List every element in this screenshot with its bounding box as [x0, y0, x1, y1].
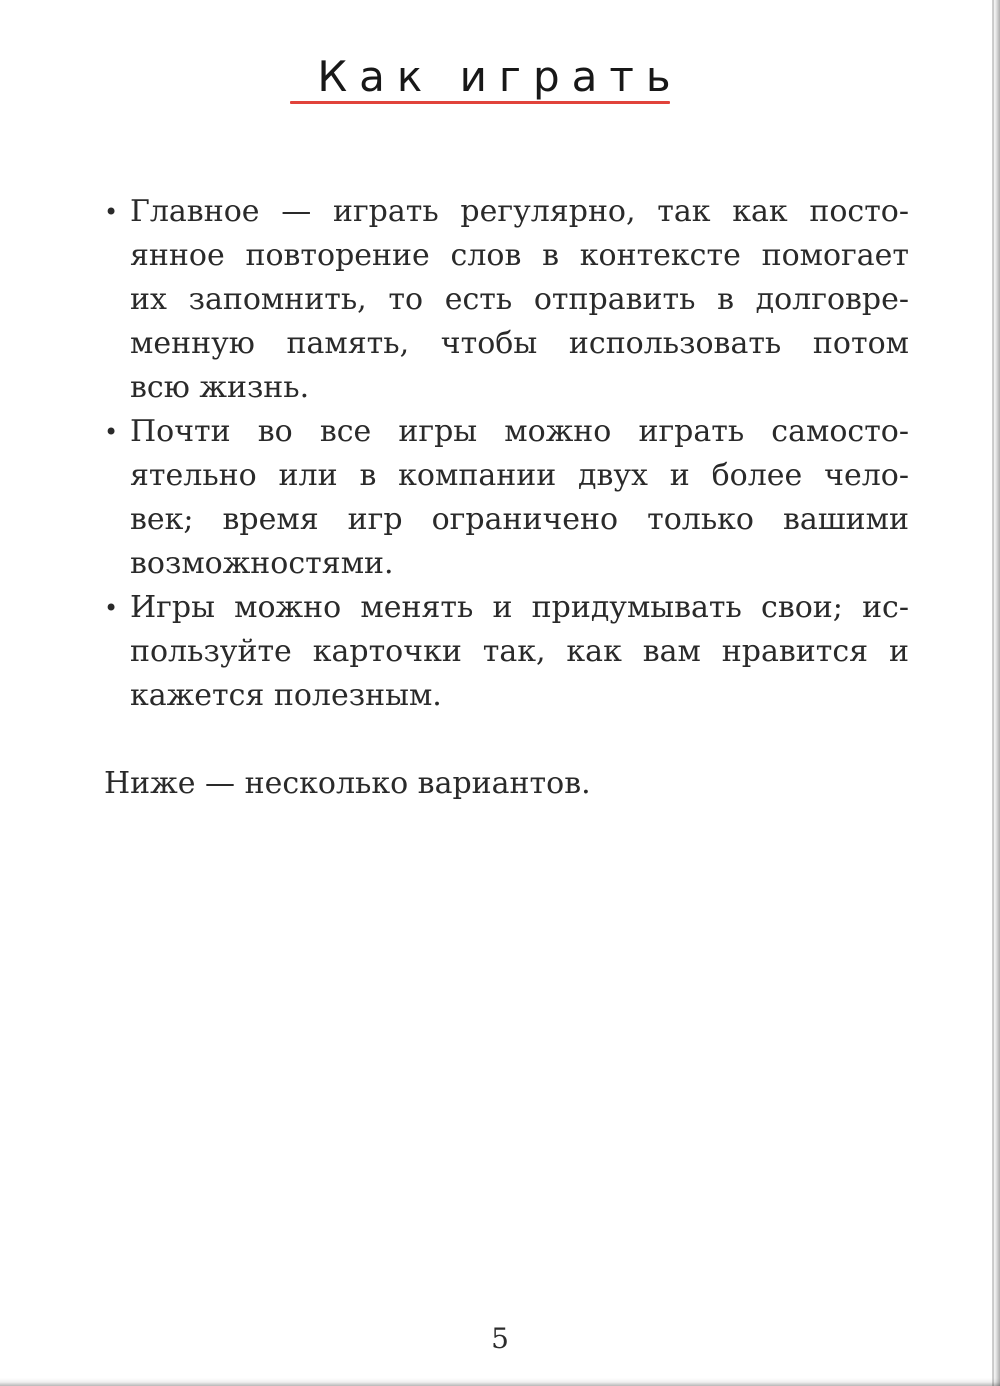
title-underline: [290, 101, 670, 104]
page-edge-shadow-bottom: [0, 1378, 1000, 1386]
bullet-3-line-1: • Игры можно менять и придумывать свои; ис-: [130, 590, 909, 625]
bullet-2-line-1: • Почти во все игры можно играть самосто-: [130, 414, 909, 449]
bullet-1-line-4: менную память, чтобы использовать потом: [130, 326, 909, 361]
page-edge-line-right: [992, 0, 994, 1386]
bullet-2-line-3: век; время игр ограничено только вашими: [130, 502, 909, 537]
bullet-2-line-4: возможностями.: [130, 546, 394, 581]
bullet-1-line-3: их запомнить, то есть отправить в долговре-: [130, 282, 909, 317]
page-number: 5: [491, 1322, 509, 1355]
bullet-3-line-3: кажется полезным.: [130, 678, 442, 713]
page-title: Как играть: [317, 52, 683, 102]
bullet-item-2: [104, 410, 909, 586]
paragraph-spacer: [104, 718, 909, 762]
bullet-list: [104, 190, 909, 718]
bullet-item-1: [104, 190, 909, 410]
intro-variants-text: Ниже — несколько вариантов.: [104, 766, 591, 801]
bullet-item-3: [104, 586, 909, 718]
bullet-1-line-2: янное повторение слов в контексте помогает: [130, 238, 909, 273]
bullet-1-line-5: всю жизнь.: [130, 370, 310, 405]
main-content: [104, 190, 909, 806]
bullet-3-line-2: пользуйте карточки так, как вам нравится и: [130, 634, 909, 669]
bullet-1-line-1: • Главное — играть регулярно, так как посто-: [130, 194, 909, 229]
bullet-2-line-2: ятельно или в компании двух и более чело-: [130, 458, 909, 493]
